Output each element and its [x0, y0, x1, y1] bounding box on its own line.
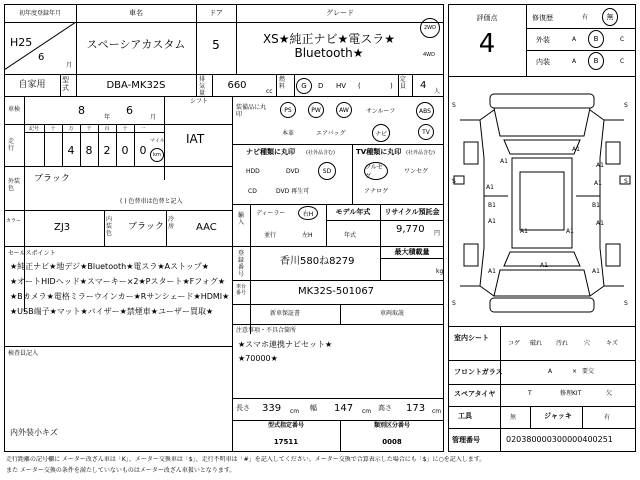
damage-mark: A1: [572, 146, 580, 153]
inspection-label: 車検: [8, 106, 21, 113]
max-load-label: 最大積載量: [394, 248, 430, 256]
damage-mark: A1: [596, 220, 604, 227]
ac-label: 冷房: [168, 216, 175, 230]
notes-label: 注意事項・不具合箇所: [236, 327, 297, 334]
category-label: 類別区分番号: [373, 422, 410, 429]
usage: 自家用: [18, 80, 46, 90]
int-grade-a: A: [572, 58, 577, 65]
damage-mark: A1: [520, 228, 528, 235]
displacement: 660: [227, 80, 247, 91]
side-marker: S: [452, 300, 456, 307]
jack-label: ジャッキ: [544, 412, 572, 420]
tools-label: 工具: [458, 412, 472, 420]
first-reg-month: 6: [38, 52, 45, 63]
sheet-opt: キズ: [606, 340, 618, 347]
steering-right-circle: 右H: [298, 206, 318, 220]
damage-mark: A1: [500, 158, 508, 165]
int-grade-label: 内装: [536, 58, 550, 66]
interior-color: ブラック: [128, 222, 164, 232]
glass-opt: 要交: [582, 368, 595, 375]
mileage-digit: 2: [103, 144, 111, 157]
spare-tire-label: スペアタイヤ: [454, 390, 496, 398]
first-reg-year: H25: [10, 36, 33, 49]
jack-value: 有: [604, 414, 611, 421]
mileage-digit: 0: [139, 144, 147, 157]
category-value: 0008: [382, 438, 402, 446]
length-value: 339: [262, 403, 282, 414]
score-label: 評価点: [476, 14, 498, 22]
sales-point-line: ★USB端子★マット★バイザー★禁煙車★ユーザー買取★: [10, 307, 214, 316]
capacity-unit: 人: [434, 88, 441, 95]
chassis-number: MK32S-501067: [298, 286, 375, 297]
interior-sheet-label: 室内シート: [454, 334, 489, 342]
damage-mark: A1: [540, 262, 548, 269]
footer-note-line2: また メーター交換の条件を満たしていないものはメーター改ざん車扱いとなります。: [6, 467, 236, 474]
drive-2wd-circle: 2WD: [420, 18, 440, 38]
mileage-header-hundred: 百: [104, 126, 110, 132]
capacity: 4: [420, 80, 427, 91]
tv-type-sub: (社外品含む): [406, 150, 435, 156]
km-unit-circle: km: [150, 148, 164, 162]
footer-note-line1: 走行距離の記号欄に メーター改ざん車は「K」、メーター交換車は「$」、走行不明車は「#」を記入してください。メーター交換で合算表示した場合にも「$」に○を記入します。: [6, 456, 486, 463]
mileage-header-code: 記号: [28, 126, 39, 132]
notes-line: ★70000★: [238, 354, 278, 363]
score-value: 4: [478, 29, 496, 59]
sales-points-label: セールスポイント: [8, 250, 56, 257]
import-parallel: 並行: [264, 232, 277, 239]
front-glass-label: フロントガラス: [454, 368, 503, 376]
manual-label: 車両取説: [380, 310, 405, 317]
recycle-label: リサイクル預託金: [384, 208, 440, 216]
drive-4wd: 4WD: [423, 52, 435, 58]
mgmt-number: 020380000300000400251: [506, 435, 613, 444]
exterior-color: ブラック: [34, 174, 70, 184]
equip-tv-circle: TV: [418, 124, 434, 140]
import-dealer: ディーラー: [256, 210, 286, 217]
nav-cd: CD: [248, 188, 257, 195]
equip-leather: 本革: [282, 130, 295, 137]
mileage-digit: 8: [85, 144, 93, 157]
ext-grade-label: 外装: [536, 36, 550, 44]
ac-value: AAC: [196, 222, 217, 233]
sales-point-line: ★純正ナビ★地デジ★Bluetooth★電スラ★Aストップ★: [10, 262, 209, 271]
nav-sd-circle: SD: [318, 162, 336, 180]
tv-fullseg-circle: フルセグ: [364, 162, 388, 180]
nav-hdd: HDD: [246, 168, 260, 175]
nav-type-label: ナビ種類に丸印: [246, 148, 295, 156]
grade-label: グレード: [326, 9, 354, 17]
reg-number-label: 登録番号: [238, 250, 245, 278]
chassis-label: 車台番号: [236, 284, 247, 296]
damage-mark: A1: [592, 268, 600, 275]
recycle-value: 9,770: [396, 224, 425, 235]
sheet-opt: 汚れ: [556, 340, 569, 347]
exterior-color-label: 外装色: [8, 178, 21, 192]
mileage-header-one: 一: [140, 126, 146, 132]
height-value: 173: [406, 403, 426, 414]
damage-mark: A1: [488, 268, 496, 275]
nav-type-sub: (社外品含む): [306, 150, 335, 156]
import-label: 輸入: [238, 212, 245, 226]
repair-label: 修復歴: [532, 14, 553, 22]
inspector-label: 検査員記入: [8, 350, 39, 357]
fuel-paren-open: (: [358, 82, 361, 90]
tv-type-label: TV種類に丸印: [356, 148, 402, 156]
fuel-hv: HV: [336, 82, 347, 90]
reg-number: 香川580ね8279: [280, 256, 355, 267]
nav-dvd: DVD: [286, 168, 300, 175]
mgmt-label: 管理番号: [452, 436, 480, 444]
damage-mark: A1: [566, 228, 574, 235]
inspector-note: 内外装小キズ: [10, 428, 58, 437]
first-reg-month-unit: 月: [66, 62, 73, 69]
tv-analog: アナログ: [364, 188, 389, 195]
steering-left: 左H: [302, 232, 313, 239]
width-unit: cm: [362, 408, 372, 415]
sales-point-line: ★オートHIDヘッド★スマーキー×2★Pスタート★Fフォグ★: [10, 277, 226, 286]
mileage-header-ten-thousand: 万: [68, 126, 74, 132]
glass-opt: ×: [572, 368, 578, 375]
side-marker: S: [624, 300, 628, 307]
side-marker: S: [452, 178, 456, 185]
equip-navi-circle: ナビ: [372, 124, 390, 142]
damage-mark: A1: [488, 218, 496, 225]
fuel-label: 燃料: [279, 76, 286, 90]
door-label: ドア: [209, 9, 223, 17]
fuel-diesel: D: [318, 82, 324, 90]
width-label: 幅: [310, 404, 317, 412]
damage-mark: A1: [596, 162, 604, 169]
mileage-header-thousand: 千: [86, 126, 92, 132]
damage-mark: A1: [594, 180, 602, 187]
mileage-header-ten: 十: [122, 126, 128, 132]
recycle-unit: 円: [434, 230, 441, 237]
mileage-label: 走行: [8, 138, 15, 152]
int-grade-b-circle: B: [588, 52, 604, 70]
equipment-label: 装備品に丸印: [236, 104, 267, 118]
max-load-unit: kg: [436, 268, 444, 275]
sheet-opt: 破れ: [530, 340, 543, 347]
nav-dvd-play: DVD 再生可: [276, 188, 310, 195]
mileage-digit: 4: [67, 144, 75, 157]
fuel-gas-circle: G: [296, 78, 312, 94]
ext-grade-b-circle: B: [588, 30, 604, 48]
side-marker: S: [452, 102, 456, 109]
interior-color-label: 内装色: [106, 216, 113, 237]
damage-mark: B1: [592, 202, 600, 209]
tools-value: 無: [510, 414, 517, 421]
inspection-month: 6: [126, 104, 133, 117]
sales-point-line: ★Bカメラ★電格ミラーウインカー★Rサンシェード★HDMI★: [10, 292, 230, 301]
ext-grade-c: C: [620, 36, 625, 43]
mile-label: マイル: [150, 138, 165, 144]
cc-unit: cc: [266, 88, 273, 95]
inspection-month-unit: 月: [150, 114, 157, 121]
equip-abs-circle: ABS: [416, 102, 434, 120]
height-label: 高さ: [378, 404, 392, 412]
sheet-opt: 穴: [584, 340, 591, 347]
color-change-note: ( ) 色替車は色替と記入: [120, 198, 183, 205]
ext-grade-a: A: [572, 36, 577, 43]
repair-yes: 有: [582, 14, 589, 21]
notes-line: ★スマホ連携ナビセット★: [238, 340, 333, 349]
repair-none-circle: 無: [602, 8, 618, 26]
width-value: 147: [334, 403, 354, 414]
side-marker: S: [624, 178, 628, 185]
type-designation-label: 型式指定番号: [267, 422, 304, 429]
inspection-year: 8: [78, 104, 85, 117]
equip-sunroof: サンルーフ: [366, 108, 396, 115]
equip-airbag: エアバッグ: [316, 130, 346, 137]
model-year-label: モデル年式: [335, 208, 371, 216]
shift-label: シフト: [190, 98, 209, 105]
grade-line2: Bluetooth★: [294, 46, 364, 60]
type-label: 型式: [62, 76, 69, 92]
tire-opt: 欠: [606, 390, 613, 397]
model-code: DBA-MK32S: [106, 80, 166, 91]
sheet-opt: コゲ: [508, 340, 521, 347]
car-name: スペーシアカスタム: [86, 38, 186, 51]
int-grade-c: C: [620, 58, 625, 65]
glass-opt: A: [548, 368, 553, 375]
tv-oneseg: ワンセグ: [404, 168, 429, 175]
model-year-unit: 年式: [344, 232, 357, 239]
side-marker: S: [624, 102, 628, 109]
car-diagram: [450, 80, 634, 324]
first-reg-label: 初年度登録年月: [18, 10, 61, 17]
displacement-label: 排気量: [199, 76, 206, 97]
height-unit: cm: [432, 408, 442, 415]
color-code: ZJ3: [54, 222, 71, 233]
mileage-header-ten-thousand-tens: 十: [50, 126, 56, 132]
mileage-digit: 0: [121, 144, 129, 157]
capacity-label: 定員: [400, 76, 407, 90]
damage-mark: B1: [488, 202, 496, 209]
fuel-paren-close: ): [390, 82, 393, 90]
door-count: 5: [212, 38, 220, 52]
car-name-label: 車名: [129, 9, 143, 17]
type-designation-value: 17511: [273, 438, 299, 446]
tire-opt: 修理KIT: [560, 390, 582, 397]
equip-ps-circle: PS: [280, 102, 296, 118]
length-unit: cm: [290, 408, 300, 415]
grade-line1: XS★純正ナビ★電スラ★: [262, 32, 396, 46]
length-label: 長さ: [236, 404, 250, 412]
tire-opt: T: [528, 390, 532, 397]
equip-pw-circle: PW: [308, 102, 324, 118]
warranty-label: 新車保証書: [270, 310, 301, 317]
inspection-year-unit: 年: [104, 114, 111, 121]
color-code-label: カラー: [6, 218, 22, 224]
equip-aw-circle: AW: [336, 102, 352, 118]
damage-mark: A1: [486, 184, 494, 191]
shift-value: IAT: [186, 132, 205, 146]
